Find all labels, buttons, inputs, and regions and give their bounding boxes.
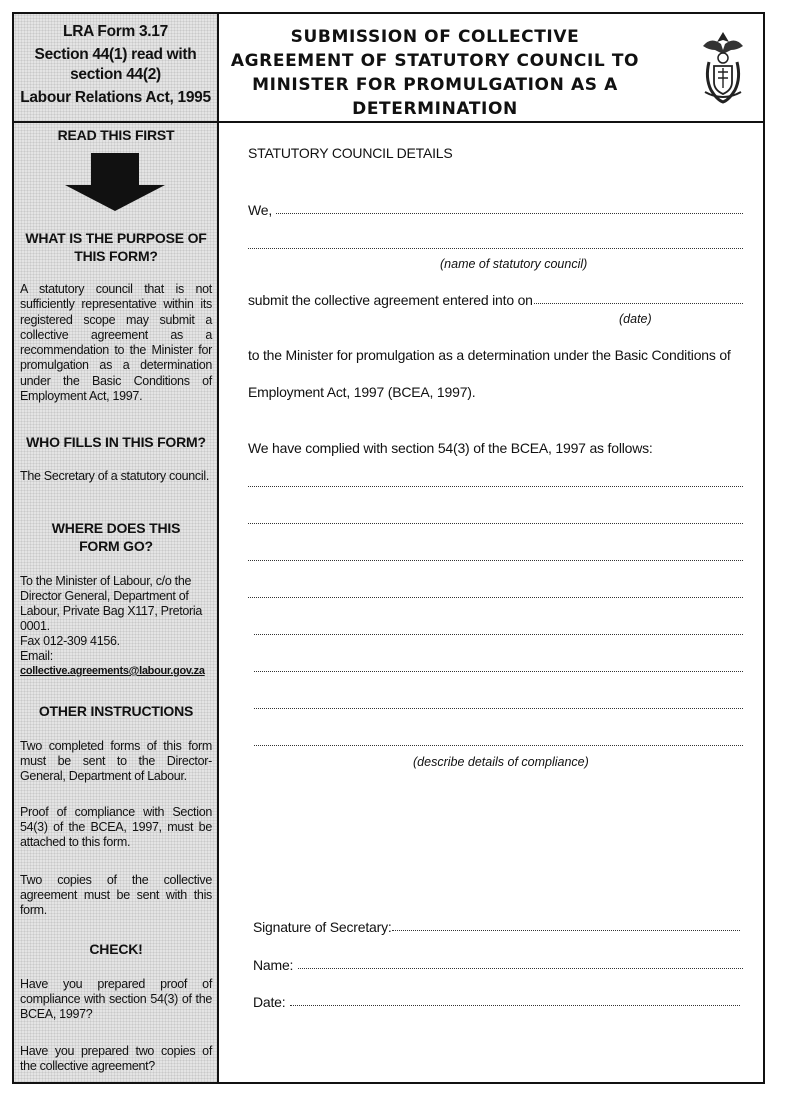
who-fills-text: The Secretary of a statutory council. (20, 469, 209, 483)
minister-text-line-1: to the Minister for promulgation as a determination under the Basic Conditions of (248, 347, 731, 363)
read-this-first-heading: READ THIS FIRST (57, 127, 175, 143)
submit-text: submit the collective agreement entered into on (248, 292, 533, 308)
form-title (225, 25, 645, 121)
email-link[interactable]: collective.agreements@labour.gov.za (20, 665, 205, 677)
complied-text: We have complied with section 54(3) of the BCEA, 1997 as follows: (248, 440, 653, 456)
fax-text: Fax 012-309 4156. (20, 634, 120, 648)
title-line-1: SUBMISSION OF COLLECTIVE (290, 27, 580, 47)
other-instructions-text-1: Two completed forms of this form must be sent to the Director-General, Department of Labour. (20, 739, 212, 783)
compliance-field-line-3[interactable] (248, 558, 743, 561)
signature-label: Signature of Secretary: (253, 919, 392, 935)
where-heading-line-1: WHERE DOES THIS (51, 520, 181, 536)
where-heading-line-2: FORM GO? (79, 538, 153, 554)
compliance-field-line-8[interactable] (254, 743, 743, 746)
title-line-4: DETERMINATION (352, 99, 518, 119)
signature-field[interactable] (392, 928, 740, 931)
section-reference-1: Section 44(1) read with (34, 46, 197, 63)
compliance-note: (describe details of compliance) (413, 755, 589, 769)
coat-of-arms-icon (697, 28, 749, 106)
header-divider (12, 121, 765, 123)
name-field[interactable] (298, 966, 743, 969)
minister-text-line-2: Employment Act, 1997 (BCEA, 1997). (248, 384, 476, 400)
council-name-field-line-1[interactable] (276, 211, 743, 214)
compliance-field-line-1[interactable] (248, 484, 743, 487)
compliance-field-line-7[interactable] (254, 706, 743, 709)
act-reference: Labour Relations Act, 1995 (20, 89, 211, 106)
who-fills-heading: WHO FILLS IN THIS FORM? (26, 434, 206, 450)
email-label: Email: (20, 649, 53, 663)
date-field[interactable] (290, 1003, 740, 1006)
check-text-2: Have you prepared two copies of the collective agreement? (20, 1044, 212, 1073)
form-number: LRA Form 3.17 (63, 23, 168, 40)
other-instructions-text-3: Two copies of the collective agreement must be sent with this form. (20, 873, 212, 917)
council-name-note: (name of statutory council) (440, 257, 588, 271)
agreement-date-field[interactable] (534, 301, 743, 304)
date-note: (date) (619, 312, 652, 326)
name-label: Name: (253, 957, 294, 973)
section-reference-2: section 44(2) (70, 66, 161, 83)
section-title: STATUTORY COUNCIL DETAILS (248, 145, 453, 161)
we-label: We, (248, 202, 273, 218)
where-text (20, 574, 212, 679)
column-divider (217, 12, 219, 1084)
purpose-heading (20, 229, 212, 265)
title-line-2: AGREEMENT OF STATUTORY COUNCIL TO (230, 51, 640, 71)
compliance-field-line-6[interactable] (254, 669, 743, 672)
form-reference (14, 22, 217, 111)
other-instructions-heading: OTHER INSTRUCTIONS (38, 703, 194, 719)
compliance-field-line-4[interactable] (248, 595, 743, 598)
date-label: Date: (253, 994, 286, 1010)
arrow-down-icon (65, 153, 165, 211)
purpose-heading-line-2: THIS FORM? (74, 248, 158, 264)
check-text-1: Have you prepared proof of compliance with section 54(3) of the BCEA, 1997? (20, 977, 212, 1021)
check-heading: CHECK! (89, 941, 143, 957)
purpose-text: A statutory council that is not sufficiently representative within its registered scope may submit a collective agreement as a recommendation to the Minister for promulgation as a determination under the Basic Conditions of Employment Act, 1997. (20, 282, 212, 404)
where-heading (20, 519, 212, 555)
title-line-3: MINISTER FOR PROMULGATION AS A (252, 75, 618, 95)
other-instructions-text-2: Proof of compliance with Section 54(3) of the BCEA, 1997, must be attached to this form. (20, 805, 212, 849)
compliance-field-line-2[interactable] (248, 521, 743, 524)
address-text: To the Minister of Labour, c/o the Director General, Department of Labour, Private Bag X117, Pretoria 0001. (20, 574, 203, 633)
purpose-heading-line-1: WHAT IS THE PURPOSE OF (25, 230, 207, 246)
council-name-field-line-2[interactable] (248, 246, 743, 249)
compliance-field-line-5[interactable] (254, 632, 743, 635)
